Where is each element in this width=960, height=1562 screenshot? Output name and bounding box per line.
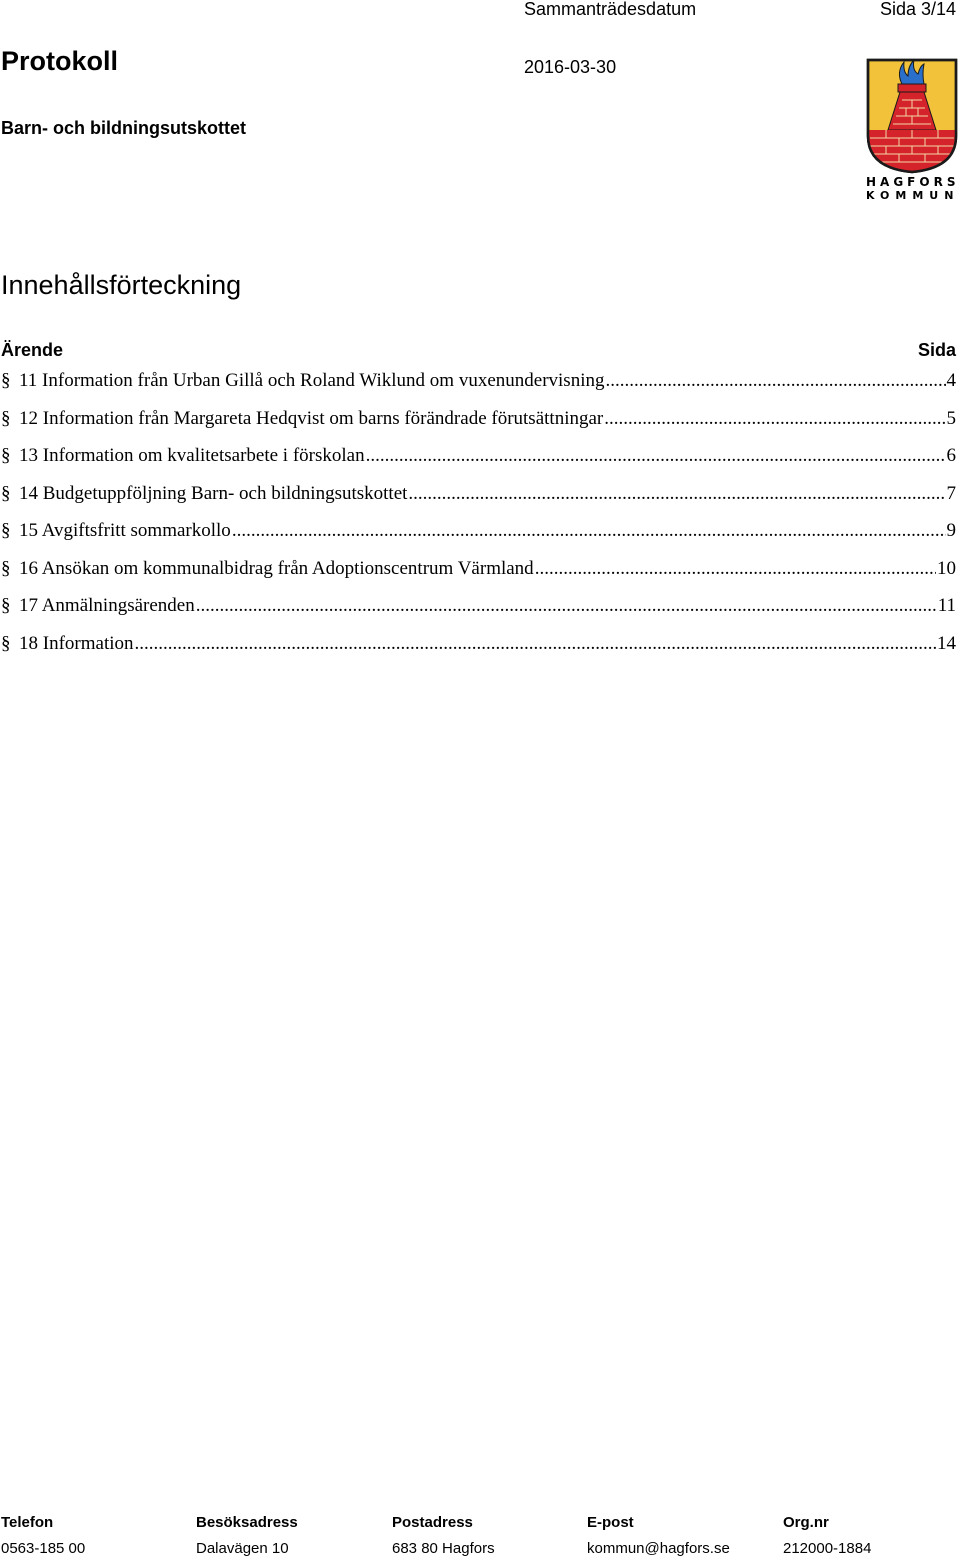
footer-postal-address	[392, 1510, 495, 1562]
toc-list	[0, 367, 956, 667]
footer-email-label: E-post	[587, 1514, 634, 1531]
footer-email	[587, 1510, 730, 1562]
footer-visit-address	[196, 1510, 298, 1562]
toc-entry-page[interactable]: 14	[937, 632, 956, 654]
toc-entry[interactable]	[0, 480, 956, 518]
toc-entry[interactable]	[0, 367, 956, 405]
footer-phone-label: Telefon	[1, 1514, 54, 1531]
footer-postal-label: Postadress	[392, 1514, 473, 1531]
section-sign: §	[1, 632, 11, 654]
toc-entry-page[interactable]: 10	[937, 557, 956, 579]
section-sign: §	[1, 557, 11, 579]
toc-leader-dots	[604, 405, 945, 433]
toc-entry[interactable]	[0, 517, 956, 555]
toc-entry-page[interactable]: 4	[946, 370, 956, 391]
footer-phone-value: 0563-185 00	[1, 1540, 86, 1557]
toc-entry-title[interactable]: 16 Ansökan om kommunalbidrag från Adoptionscentrum Värmland	[19, 557, 534, 579]
footer-org-value: 212000-1884	[783, 1540, 872, 1557]
footer-visit-label: Besöksadress	[196, 1514, 298, 1531]
footer-email-value[interactable]: kommun@hagfors.se	[587, 1540, 730, 1557]
toc-leader-dots	[232, 517, 946, 545]
toc-entry-title[interactable]: 13 Information om kvalitetsarbete i förskolan	[19, 445, 365, 466]
toc-leader-dots	[366, 442, 946, 470]
committee-name: Barn- och bildningsutskottet	[1, 118, 246, 138]
toc-entry-title[interactable]: 18 Information	[19, 632, 134, 654]
toc-leader-dots	[605, 367, 945, 395]
section-sign: §	[1, 482, 11, 504]
toc-leader-dots	[408, 480, 945, 508]
footer-phone	[1, 1510, 85, 1562]
footer-postal-value: 683 80 Hagfors	[392, 1540, 495, 1557]
section-sign: §	[1, 407, 11, 429]
toc-entry-page[interactable]: 5	[946, 407, 956, 429]
toc-entry-title[interactable]: 14 Budgetuppföljning Barn- och bildningsutskottet	[19, 482, 408, 504]
toc-entry-page[interactable]: 7	[946, 482, 956, 504]
toc-entry-title[interactable]: 11 Information från Urban Gillå och Roland Wiklund om vuxenundervisning	[19, 370, 605, 391]
meeting-date-label: Sammanträdesdatum	[524, 0, 697, 19]
toc-entry-title[interactable]: 17 Anmälningsärenden	[19, 595, 195, 616]
footer-visit-value: Dalavägen 10	[196, 1540, 289, 1557]
toc-entry-page[interactable]: 6	[946, 445, 956, 466]
toc-entry-page[interactable]: 9	[946, 520, 956, 541]
footer-org-number	[783, 1510, 871, 1562]
page-number: Sida 3/14	[879, 0, 956, 19]
toc-entry[interactable]	[0, 592, 956, 630]
section-sign: §	[1, 520, 11, 541]
toc-entry[interactable]	[0, 630, 956, 668]
toc-entry-title[interactable]: 15 Avgiftsfritt sommarkollo	[19, 520, 231, 541]
toc-leader-dots	[196, 592, 937, 620]
section-sign: §	[1, 595, 11, 616]
toc-column-page: Sida	[917, 340, 956, 360]
toc-entry-page[interactable]: 11	[937, 595, 956, 616]
toc-heading: Innehållsförteckning	[1, 270, 242, 300]
logo-text-hagfors: HAGFORS	[866, 175, 960, 189]
meeting-date: 2016-03-30	[524, 57, 617, 77]
coat-of-arms-icon	[866, 58, 958, 174]
footer-org-label: Org.nr	[783, 1514, 829, 1531]
document-title: Protokoll	[1, 46, 119, 76]
section-sign: §	[1, 445, 11, 466]
toc-leader-dots	[535, 555, 936, 583]
hagfors-kommun-logo	[866, 58, 958, 204]
toc-column-item: Ärende	[1, 340, 64, 360]
toc-entry[interactable]	[0, 555, 956, 593]
toc-entry[interactable]	[0, 442, 956, 480]
section-sign: §	[1, 370, 11, 391]
toc-entry-title[interactable]: 12 Information från Margareta Hedqvist om barns förändrade förutsättningar	[19, 407, 604, 429]
toc-entry[interactable]	[0, 405, 956, 443]
toc-leader-dots	[135, 630, 936, 658]
logo-text-kommun: KOMMUN	[866, 189, 960, 202]
